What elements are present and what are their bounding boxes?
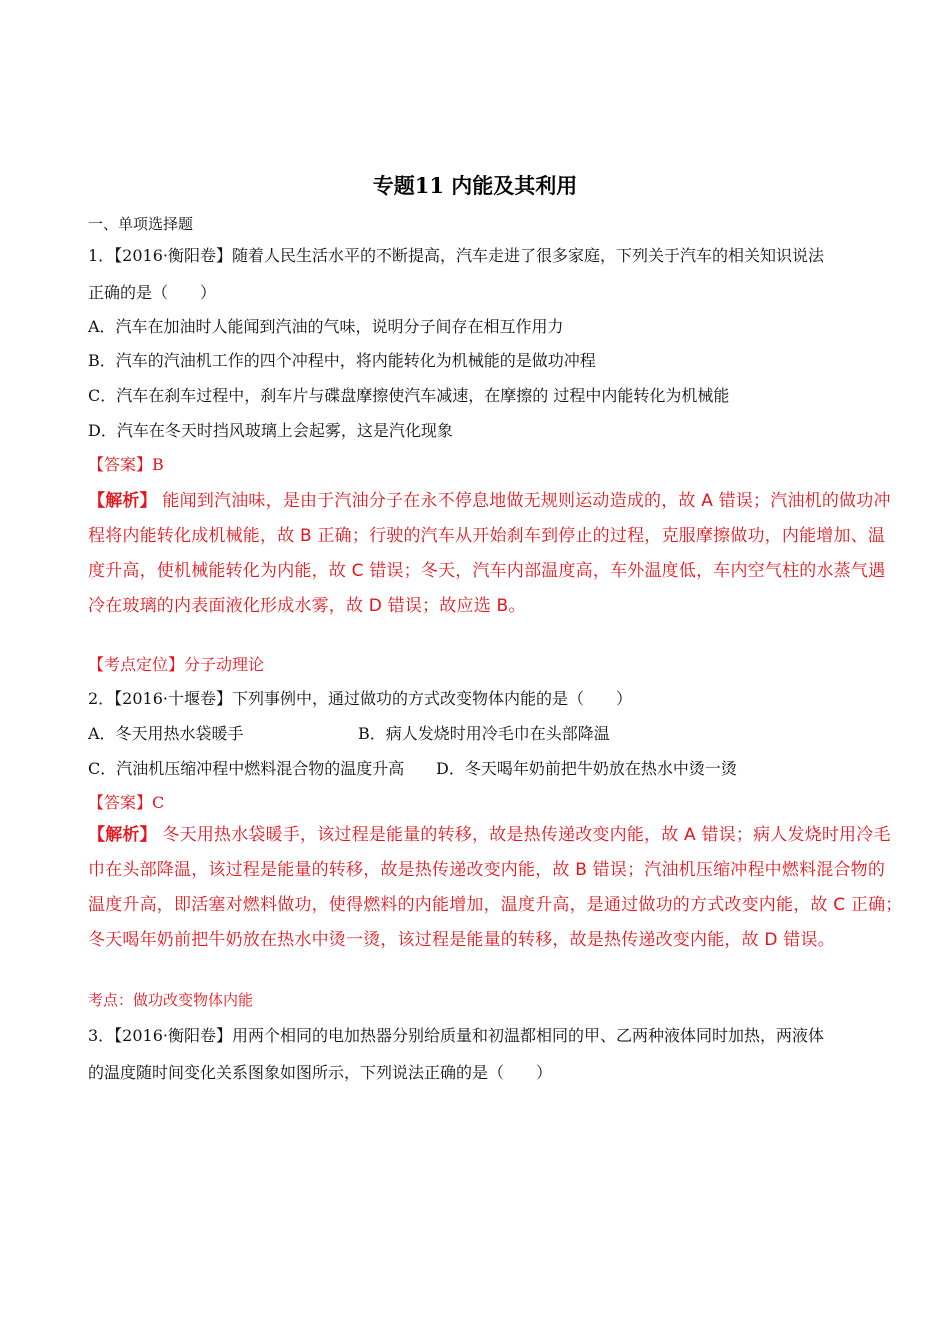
q2-answer-label: 【答案】 [88,793,153,812]
q1-option-c: C．汽车在刹车过程中，刹车片与碟盘摩擦使汽车减速，在摩擦的 过程中内能转化为机械能 [88,386,730,405]
q1-analysis-line: 冷在玻璃的内表面液化形成水雾，故 D 错误；故应选 B。 [88,596,526,616]
q1-analysis-line [88,484,891,519]
q1-analysis-text: 能闻到汽油味，是由于汽油分子在永不停息地做无规则运动造成的，故 A 错误；汽油机的做功冲 [156,491,891,511]
q2-analysis-line: 冬天喝年奶前把牛奶放在热水中烫一烫，该过程是能量的转移，故是热传递改变内能，故 D 错误。 [88,930,835,950]
q2-analysis-line: 温度升高，即活塞对燃料做功，使得燃料的内能增加，温度升高，是通过做功的方式改变内能，故 C 正确； [88,895,903,915]
q1-option-a: A．汽车在加油时人能闻到汽油的气味，说明分子间存在相互作用力 [88,317,564,336]
q3-stem-line2: 的温度随时间变化关系图象如图所示，下列说法正确的是（ ） [88,1063,553,1082]
q1-analysis-line: 程将内能转化成机械能，故 B 正确；行驶的汽车从开始刹车到停止的过程，克服摩擦做功，内能增加、温 [88,526,886,546]
q1-option-d: D．汽车在冬天时挡风玻璃上会起雾，这是汽化现象 [88,421,453,440]
q2-analysis [88,818,903,958]
q1-option-b: B．汽车的汽油机工作的四个冲程中，将内能转化为机械能的是做功冲程 [88,351,596,370]
q1-analysis-label: 【解析】 [88,491,157,511]
q1-kaodian-label: 【考点定位】 [88,655,185,674]
page-title: 专题11 内能及其利用 [372,173,578,198]
q1-answer-value: B [152,455,164,474]
q1-answer [88,452,164,475]
q2-option-a: A．冬天用热水袋暖手 [88,724,244,743]
q2-option-d: D．冬天喝年奶前把牛奶放在热水中烫一烫 [436,759,737,778]
q1-stem-line1: 1．【2016·衡阳卷】随着人民生活水平的不断提高，汽车走进了很多家庭，下列关于汽车的相关知识说法 [88,246,824,265]
q1-kaodian-value: 分子动理论 [184,655,265,674]
q2-stem: 2．【2016·十堰卷】下列事例中，通过做功的方式改变物体内能的是（ ） [88,689,632,708]
q2-analysis-line [88,818,891,853]
q2-analysis-text: 冬天用热水袋暖手，该过程是能量的转移，故是热传递改变内能，故 A 错误；病人发烧时用冷毛 [156,825,891,845]
q1-stem-line2: 正确的是（ ） [88,283,217,302]
section-heading: 一、单项选择题 [88,215,194,233]
q1-analysis [88,484,891,624]
q2-option-b: B．病人发烧时用冷毛巾在头部降温 [358,724,610,743]
q3-stem-line1: 3．【2016·衡阳卷】用两个相同的电加热器分别给质量和初温都相同的甲、乙两种液体同时加热，两液体 [88,1026,824,1045]
q2-kaodian: 考点：做功改变物体内能 [88,991,254,1009]
q1-answer-label: 【答案】 [88,455,153,474]
q2-answer-value: C [152,793,165,812]
q2-analysis-line: 巾在头部降温，该过程是能量的转移，故是热传递改变内能，故 B 错误；汽油机压缩冲程中燃料混合物的 [88,860,886,880]
q2-analysis-label: 【解析】 [88,825,157,845]
q2-answer [88,790,164,813]
q1-analysis-line: 度升高，使机械能转化为内能，故 C 错误；冬天，汽车内部温度高，车外温度低，车内空气柱的水蒸气遇 [88,561,886,581]
q1-kaodian [88,652,264,675]
q2-option-c: C．汽油机压缩冲程中燃料混合物的温度升高 [88,759,405,778]
